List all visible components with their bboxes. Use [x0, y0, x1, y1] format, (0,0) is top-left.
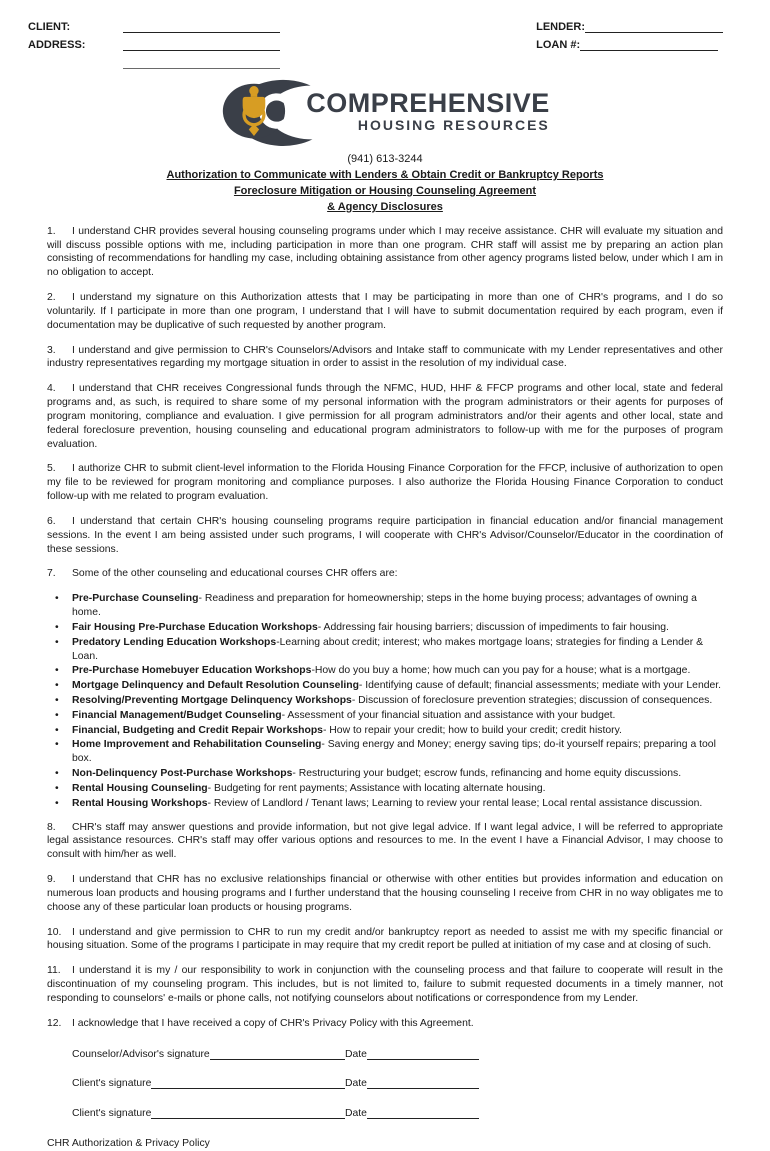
- title-line-1: Authorization to Communicate with Lenders & Obtain Credit or Bankruptcy Reports: [166, 169, 604, 181]
- course-title: Non-Delinquency Post-Purchase Workshops: [72, 768, 293, 780]
- list-item: [47, 636, 723, 664]
- lender-label: LENDER:: [536, 21, 585, 33]
- course-desc: - Readiness and preparation for homeownership; steps in the home buying process; advantages of owning a home.: [72, 593, 697, 619]
- loan-number-blank-line: [580, 38, 718, 51]
- address-label: ADDRESS:: [28, 39, 86, 51]
- bullet-icon: •: [55, 665, 59, 677]
- bullet-icon: •: [55, 724, 59, 736]
- list-item: [47, 679, 723, 693]
- course-desc: - Assessment of your financial situation and assistance with your budget.: [281, 709, 616, 721]
- bullet-icon: •: [55, 695, 59, 706]
- paragraph-number: 4.: [47, 383, 56, 395]
- course-desc: - Addressing fair housing barriers; discussion of impediments to fair housing.: [317, 621, 669, 633]
- address-blank-line-2: [123, 56, 280, 69]
- paragraph-5: [47, 462, 723, 503]
- paragraph-6: [47, 515, 723, 556]
- list-item: [47, 797, 723, 811]
- bullet-icon: •: [55, 782, 59, 794]
- paragraph-11: [47, 964, 723, 1005]
- paragraph-text: I understand it is my / our responsibility to work in conjunction with the counseling process and that failure to cooperate will result in the discontinuation of my counseling program. This includes, but is not limited to, failure to submit requested documents in a timely manner, not responding to counselors' e-mails or phone calls, not notifying counselors about notifications or correspondence from my Lender.: [47, 965, 723, 1004]
- client-signature-line: [151, 1077, 345, 1089]
- course-bullet-list: [47, 592, 723, 810]
- bullet-icon: •: [55, 621, 59, 633]
- paragraph-number: 12.: [47, 1017, 62, 1029]
- paragraph-text: I understand and give permission to CHR's Counselors/Advisors and Intake staff to communicate with my Lender representatives and other industry representatives regarding my mortgage situation in order to assist in the resolution of my individual case.: [47, 344, 723, 370]
- logo-name-line2: HOUSING RESOURCES: [357, 117, 550, 134]
- course-title: Rental Housing Workshops: [72, 797, 208, 809]
- course-desc: - Budgeting for rent payments; Assistance with locating alternate housing.: [207, 782, 546, 794]
- paragraph-text: I understand my signature on this Authorization attests that I may be participating in more than one of CHR's programs, and I do so voluntarily. If I participate in more than one program, I understand that I will have to submit documentation required by each program, even if documentation may be duplicative of such requested by another program.: [47, 292, 723, 331]
- paragraph-number: 2.: [47, 292, 56, 304]
- bullet-icon: •: [55, 636, 59, 648]
- date-line: [367, 1107, 479, 1119]
- list-item: [47, 621, 723, 635]
- course-desc: - How to repair your credit; how to build your credit; credit history.: [322, 724, 622, 736]
- list-item: [47, 709, 723, 723]
- bullet-icon: •: [55, 797, 59, 809]
- paragraph-text: I authorize CHR to submit client-level information to the Florida Housing Finance Corporation for the FFCP, inclusive of authorization to open my file to be reviewed for program monitoring and compliance purposes. I also authorize the Florida Housing Finance Corporation to conduct follow-up with me related to program evaluation.: [47, 463, 723, 503]
- course-title: Financial, Budgeting and Credit Repair Workshops: [72, 724, 323, 736]
- paragraph-text: I acknowledge that I have received a copy of CHR's Privacy Policy with this Agreement.: [72, 1017, 474, 1029]
- paragraph-number: 5.: [47, 463, 56, 475]
- course-title: Mortgage Delinquency and Default Resolution Counseling: [72, 680, 359, 692]
- logo-wordmark: [306, 90, 550, 133]
- list-item: [47, 592, 723, 620]
- header-right-column: [536, 20, 723, 74]
- paragraph-8: [47, 821, 723, 862]
- course-title: Pre-Purchase Counseling: [72, 593, 199, 605]
- paragraph-number: 7.: [47, 568, 56, 580]
- counselor-signature-row: [72, 1048, 723, 1062]
- paragraph-10: [47, 926, 723, 954]
- client-blank-line: [123, 20, 280, 33]
- list-item: [47, 664, 723, 678]
- course-desc: - Review of Landlord / Tenant laws; Learning to review your rental lease; Local rental assistance discussion.: [207, 797, 703, 809]
- list-item: [47, 738, 723, 766]
- paragraph-2: [47, 291, 723, 332]
- bullet-icon: •: [55, 768, 59, 780]
- list-item: [47, 724, 723, 738]
- date-label: Date: [345, 1108, 367, 1120]
- title-line-3: & Agency Disclosures: [327, 200, 443, 213]
- course-title: Pre-Purchase Homebuyer Education Workshops: [72, 665, 312, 677]
- loan-number-label: LOAN #:: [536, 39, 581, 51]
- logo-name-line1: COMPREHENSIVE: [306, 88, 550, 119]
- course-title: Predatory Lending Education Workshops: [72, 636, 277, 648]
- door-knocker-logo-icon: [220, 74, 320, 150]
- paragraph-text: I understand CHR provides several housing counseling programs under which I may receive assistance. CHR will evaluate my situation and will discuss possible options with me, including participation in more than one program. CHR staff will assist me by preparing an action plan consisting of recommendations for handling my case, including obtaining assistance from other agency programs listed below, under which I am in no obligation to accept.: [47, 225, 723, 279]
- course-desc: -How do you buy a home; how much can you pay for a house; what is a mortgage.: [311, 665, 691, 677]
- header-left-column: [28, 20, 280, 74]
- paragraph-1: [47, 225, 723, 280]
- paragraph-number: 9.: [47, 874, 56, 886]
- paragraph-number: 11.: [47, 965, 61, 977]
- paragraph-3: [47, 344, 723, 372]
- paragraph-text: I understand and give permission to CHR to run my credit and/or bankruptcy report as needed to assist me with my specific financial or housing situation. Some of the programs I participate in may require that my credit report be pulled at initiation of my case and at closing of such.: [47, 926, 723, 952]
- address-blank-line: [123, 38, 280, 51]
- course-desc: - Saving energy and Money; energy saving tips; do-it yourself repairs; preparing a tool box.: [72, 739, 716, 765]
- course-title: Fair Housing Pre-Purchase Education Workshops: [72, 621, 318, 633]
- course-desc: -Learning about credit; interest; who makes mortgage loans; strategies for finding a Lender & Loan.: [72, 636, 704, 662]
- paragraph-number: 10.: [47, 926, 62, 938]
- paragraph-7: [47, 567, 723, 581]
- title-line-2: Foreclosure Mitigation or Housing Counseling Agreement: [233, 184, 537, 197]
- client-signature-row-2: [72, 1107, 723, 1121]
- date-label: Date: [345, 1078, 367, 1090]
- date-label: Date: [345, 1048, 367, 1060]
- paragraph-text: CHR's staff may answer questions and provide information, but not give legal advice. If I want legal advice, I will be referred to appropriate legal assistance resources. CHR's staff may offer various options and resources to me. In the event I have a Financial Advisor, I may choose to consult with him/her as well.: [47, 821, 723, 861]
- lender-blank-line: [585, 20, 723, 33]
- counselor-signature-label: Counselor/Advisor's signature: [72, 1048, 210, 1060]
- list-item: [47, 694, 723, 708]
- paragraph-text: I understand that CHR receives Congressional funds through the NFMC, HUD, HHF & FFCP programs and other local, state and federal programs and, as such, is required to share some of my personal information with the program administrators or their agents for purposes of program monitoring, compliance and evaluation. I give permission for all program administrators and/or their agents and other local, state and federal foreclosure prevention, housing counseling and educational program administrators to follow-up with me for the purposes of program evaluation.: [47, 383, 723, 450]
- signature-block: [72, 1048, 723, 1121]
- course-title: Home Improvement and Rehabilitation Counseling: [72, 739, 322, 751]
- phone-number: (941) 613-3244: [347, 153, 423, 165]
- client-signature-line: [151, 1107, 345, 1119]
- paragraph-number: 1.: [47, 225, 56, 237]
- course-title: Financial Management/Budget Counseling: [72, 709, 282, 721]
- bullet-icon: •: [55, 709, 59, 721]
- date-line: [367, 1077, 479, 1089]
- paragraph-number: 6.: [47, 515, 56, 527]
- document-footer: CHR Authorization & Privacy Policy: [47, 1138, 210, 1150]
- client-signature-row-1: [72, 1077, 723, 1091]
- list-item: [47, 767, 723, 781]
- bullet-icon: •: [55, 680, 59, 692]
- paragraph-text: Some of the other counseling and educational courses CHR offers are:: [72, 568, 398, 580]
- client-signature-label: Client's signature: [72, 1078, 152, 1090]
- paragraph-number: 3.: [47, 344, 56, 356]
- document-titles: [47, 168, 723, 216]
- header-fields: [28, 20, 723, 74]
- client-label: CLIENT:: [28, 21, 71, 33]
- course-desc: - Restructuring your budget; escrow funds, refinancing and home equity discussions.: [292, 768, 682, 780]
- course-desc: - Discussion of foreclosure prevention strategies; discussion of consequences.: [351, 695, 713, 706]
- list-item: [47, 782, 723, 796]
- paragraph-number: 8.: [47, 821, 56, 833]
- client-signature-label: Client's signature: [72, 1108, 152, 1120]
- date-line: [367, 1048, 479, 1060]
- document-body: [47, 225, 723, 1151]
- course-title: Rental Housing Counseling: [72, 782, 208, 794]
- course-title: Resolving/Preventing Mortgage Delinquency Workshops: [72, 695, 352, 706]
- course-desc: - Identifying cause of default; financial assessments; mediate with your Lender.: [358, 680, 722, 692]
- paragraph-text: I understand that CHR has no exclusive relationships financial or otherwise with other entities but provides information and education on numerous loan products and housing programs and I further understand that the housing counseling I receive from CHR in no way obligates me to choose any of these particular loan products or housing programs.: [47, 874, 723, 913]
- bullet-icon: •: [55, 739, 59, 751]
- bullet-icon: •: [55, 593, 59, 605]
- company-logo: [47, 74, 723, 150]
- paragraph-9: [47, 873, 723, 914]
- paragraph-4: [47, 382, 723, 451]
- paragraph-text: I understand that certain CHR's housing counseling programs require participation in financial education and/or financial management sessions. In the event I am being assisted under such programs, I will cooperate with CHR's Advisor/Counselor/Educator in the coordination of these sessions.: [47, 515, 723, 555]
- counselor-signature-line: [210, 1048, 345, 1060]
